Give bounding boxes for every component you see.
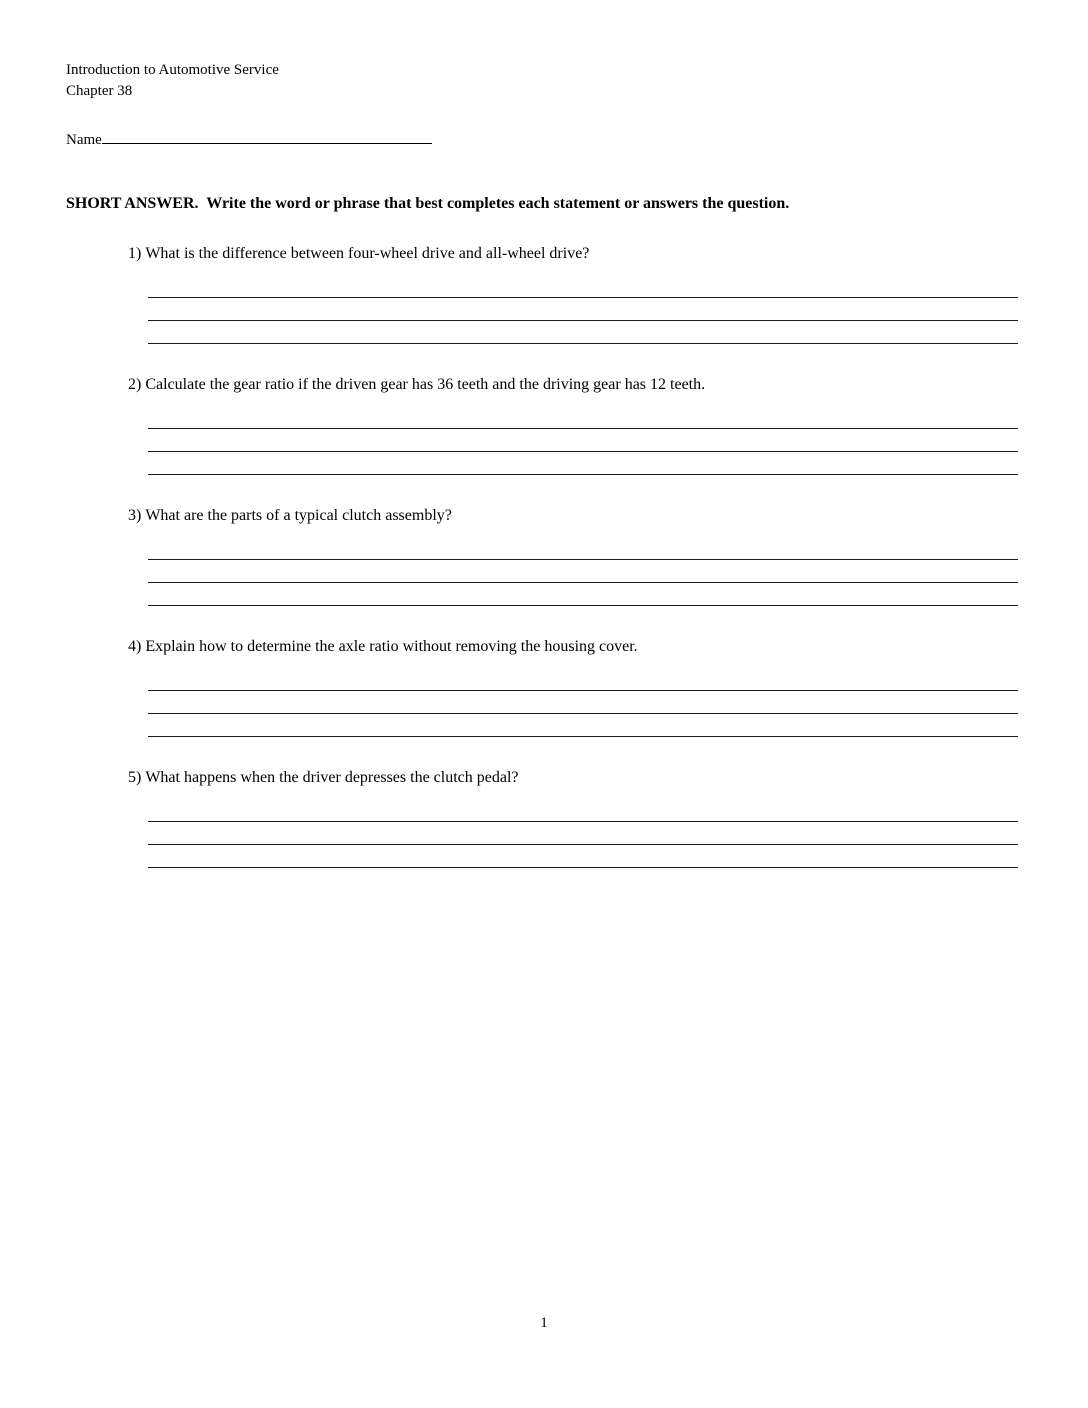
question-1 (66, 245, 1018, 344)
chapter-title: Chapter 38 (66, 83, 133, 99)
answer-line (148, 537, 1018, 560)
answer-line (148, 668, 1018, 691)
question-body: What is the difference between four-wheel drive and all-wheel drive? (145, 245, 590, 262)
question-number: 4) (128, 638, 142, 655)
question-number: 1) (128, 245, 142, 262)
answer-line (148, 583, 1018, 606)
course-title: Introduction to Automotive Service (66, 62, 279, 78)
question-4 (66, 638, 1018, 737)
answer-line (148, 275, 1018, 298)
question-body: What happens when the driver depresses the clutch pedal? (145, 769, 519, 786)
answer-line (148, 714, 1018, 737)
answer-line (148, 799, 1018, 822)
answer-line (148, 822, 1018, 845)
question-5 (66, 769, 1018, 868)
document-header (66, 60, 1018, 102)
answer-lines (148, 275, 1018, 344)
question-body: Explain how to determine the axle ratio without removing the housing cover. (145, 638, 638, 655)
question-text (128, 507, 1018, 525)
name-row (66, 129, 1018, 149)
question-text (128, 638, 1018, 656)
answer-line (148, 452, 1018, 475)
question-2 (66, 376, 1018, 475)
answer-line (148, 560, 1018, 583)
answer-lines (148, 537, 1018, 606)
section-instructions: SHORT ANSWER. Write the word or phrase that best completes each statement or answers the question. (66, 195, 790, 212)
question-text (128, 769, 1018, 787)
answer-line (148, 406, 1018, 429)
question-text (128, 245, 1018, 263)
question-number: 3) (128, 507, 142, 524)
answer-lines (148, 799, 1018, 868)
answer-line (148, 321, 1018, 344)
question-number: 5) (128, 769, 142, 786)
question-text (128, 376, 1018, 394)
question-number: 2) (128, 376, 142, 393)
page-number: 1 (540, 1315, 548, 1331)
answer-line (148, 298, 1018, 321)
name-label: Name (66, 132, 102, 148)
answer-line (148, 845, 1018, 868)
answer-line (148, 429, 1018, 452)
question-body: What are the parts of a typical clutch assembly? (145, 507, 452, 524)
answer-lines (148, 406, 1018, 475)
question-3 (66, 507, 1018, 606)
question-body: Calculate the gear ratio if the driven gear has 36 teeth and the driving gear has 12 teeth. (145, 376, 706, 393)
answer-line (148, 691, 1018, 714)
name-blank-line (102, 129, 432, 144)
answer-lines (148, 668, 1018, 737)
